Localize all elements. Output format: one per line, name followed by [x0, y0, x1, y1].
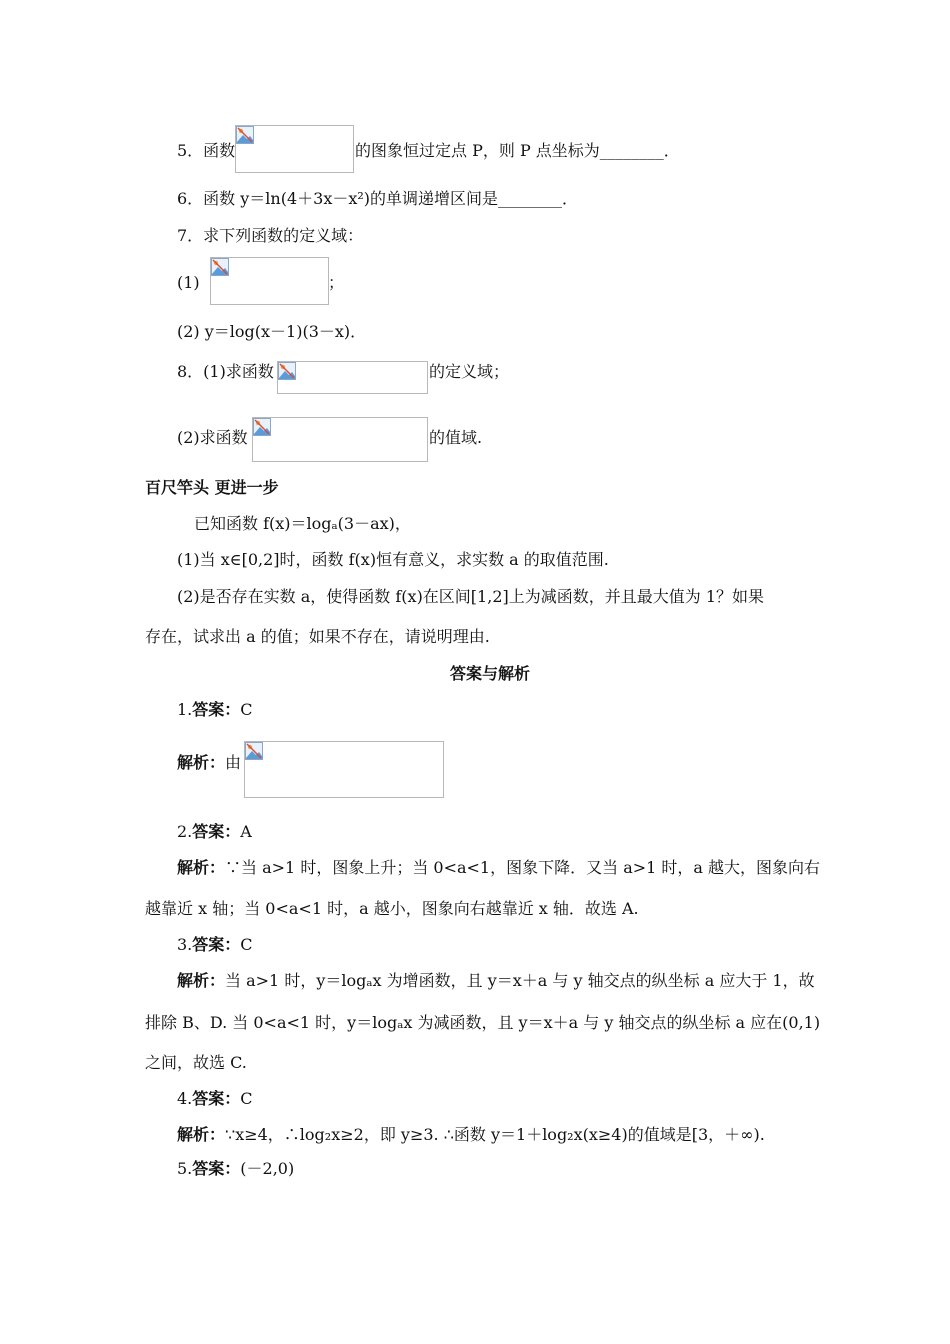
answer-4: [177, 1089, 253, 1109]
q7-part1-label: (1): [177, 273, 200, 292]
q5-prefix: 5．函数: [177, 141, 236, 160]
broken-image-icon: [245, 742, 263, 760]
q8-part1-suffix: 的定义域；: [429, 362, 510, 381]
answer-num: 5.: [177, 1159, 193, 1178]
answer-label: 答案：: [192, 822, 241, 841]
broken-image-icon: [253, 418, 271, 436]
analysis-1: [177, 753, 241, 773]
advanced-heading: 百尺竿头 更进一步: [145, 478, 279, 497]
analysis-text: 当 a>1 时，y＝logₐx 为增函数，且 y＝x＋a 与 y 轴交点的纵坐标 a 应大于 1，故: [225, 971, 815, 990]
answer-label: 答案：: [192, 935, 241, 954]
analysis-3-line2: 排除 B、D. 当 0<a<1 时，y＝logₐx 为减函数，且 y＝x＋a 与 y 轴交点的纵坐标 a 应在(0,1): [145, 1013, 821, 1032]
answer-5: [177, 1159, 294, 1179]
answer-3: [177, 935, 253, 955]
q7-part2: (2) y＝log(x－1)(3－x)．: [177, 322, 367, 341]
answer-label: 答案：: [192, 1159, 241, 1178]
answers-heading: 答案与解析: [450, 664, 531, 683]
formula-image-q5: [235, 125, 354, 173]
analysis-text: ∵当 a>1 时，图象上升；当 0<a<1，图象下降．又当 a>1 时，a 越大，图象向右: [225, 858, 821, 877]
answer-2: [177, 822, 252, 842]
analysis-2-line1: [177, 858, 820, 878]
analysis-label: 解析：: [177, 858, 226, 877]
advanced-intro: 已知函数 f(x)＝logₐ(3－ax)，: [194, 514, 411, 533]
formula-image-analysis-1: [244, 741, 444, 798]
question-5: [177, 141, 235, 161]
analysis-text: ∵x≥4，∴log₂x≥2，即 y≥3. ∴函数 y＝1＋log₂x(x≥4)的值域是[3，＋∞).: [225, 1125, 765, 1144]
answer-value: (－2,0): [240, 1159, 295, 1178]
analysis-4-line1: [177, 1125, 765, 1145]
q5-suffix: 的图象恒过定点 P，则 P 点坐标为________．: [355, 141, 680, 160]
answer-num: 2.: [177, 822, 193, 841]
advanced-part2-line2: 存在，试求出 a 的值；如果不存在，请说明理由.: [145, 627, 490, 646]
analysis-3-line1: [177, 971, 815, 991]
analysis-prefix: 由: [225, 753, 242, 772]
q8-part2-suffix: 的值域.: [429, 428, 483, 447]
formula-image-q8-1: [277, 361, 428, 394]
answer-1: [177, 700, 253, 720]
answer-num: 4.: [177, 1089, 193, 1108]
broken-image-icon: [236, 126, 254, 144]
answer-value: C: [240, 1089, 253, 1108]
analysis-2-line2: 越靠近 x 轴；当 0<a<1 时，a 越小，图象向右越靠近 x 轴．故选 A.: [145, 899, 639, 918]
analysis-label: 解析：: [177, 1125, 226, 1144]
answer-value: A: [240, 822, 252, 841]
broken-image-icon: [278, 362, 296, 380]
analysis-label: 解析：: [177, 753, 226, 772]
question-7-title: 7．求下列函数的定义域：: [177, 226, 364, 245]
advanced-part1: (1)当 x∈[0,2]时，函数 f(x)恒有意义，求实数 a 的取值范围.: [177, 550, 609, 569]
answer-num: 3.: [177, 935, 193, 954]
broken-image-icon: [211, 258, 229, 276]
analysis-label: 解析：: [177, 971, 226, 990]
answer-value: C: [240, 700, 253, 719]
formula-image-q8-2: [252, 417, 428, 462]
answer-num: 1.: [177, 700, 193, 719]
q8-part1-prefix: 8．(1)求函数: [177, 362, 274, 381]
answer-label: 答案：: [192, 700, 241, 719]
q8-part2-prefix: (2)求函数: [177, 428, 248, 447]
question-6: 6．函数 y＝ln(4＋3x－x²)的单调递增区间是________．: [177, 189, 579, 208]
answer-value: C: [240, 935, 253, 954]
q7-part1-end: ；: [328, 273, 345, 292]
answer-label: 答案：: [192, 1089, 241, 1108]
formula-image-q7-1: [210, 257, 329, 305]
advanced-part2-line1: (2)是否存在实数 a，使得函数 f(x)在区间[1,2]上为减函数，并且最大值为 1？如果: [177, 587, 765, 606]
analysis-3-line3: 之间，故选 C.: [145, 1053, 247, 1072]
